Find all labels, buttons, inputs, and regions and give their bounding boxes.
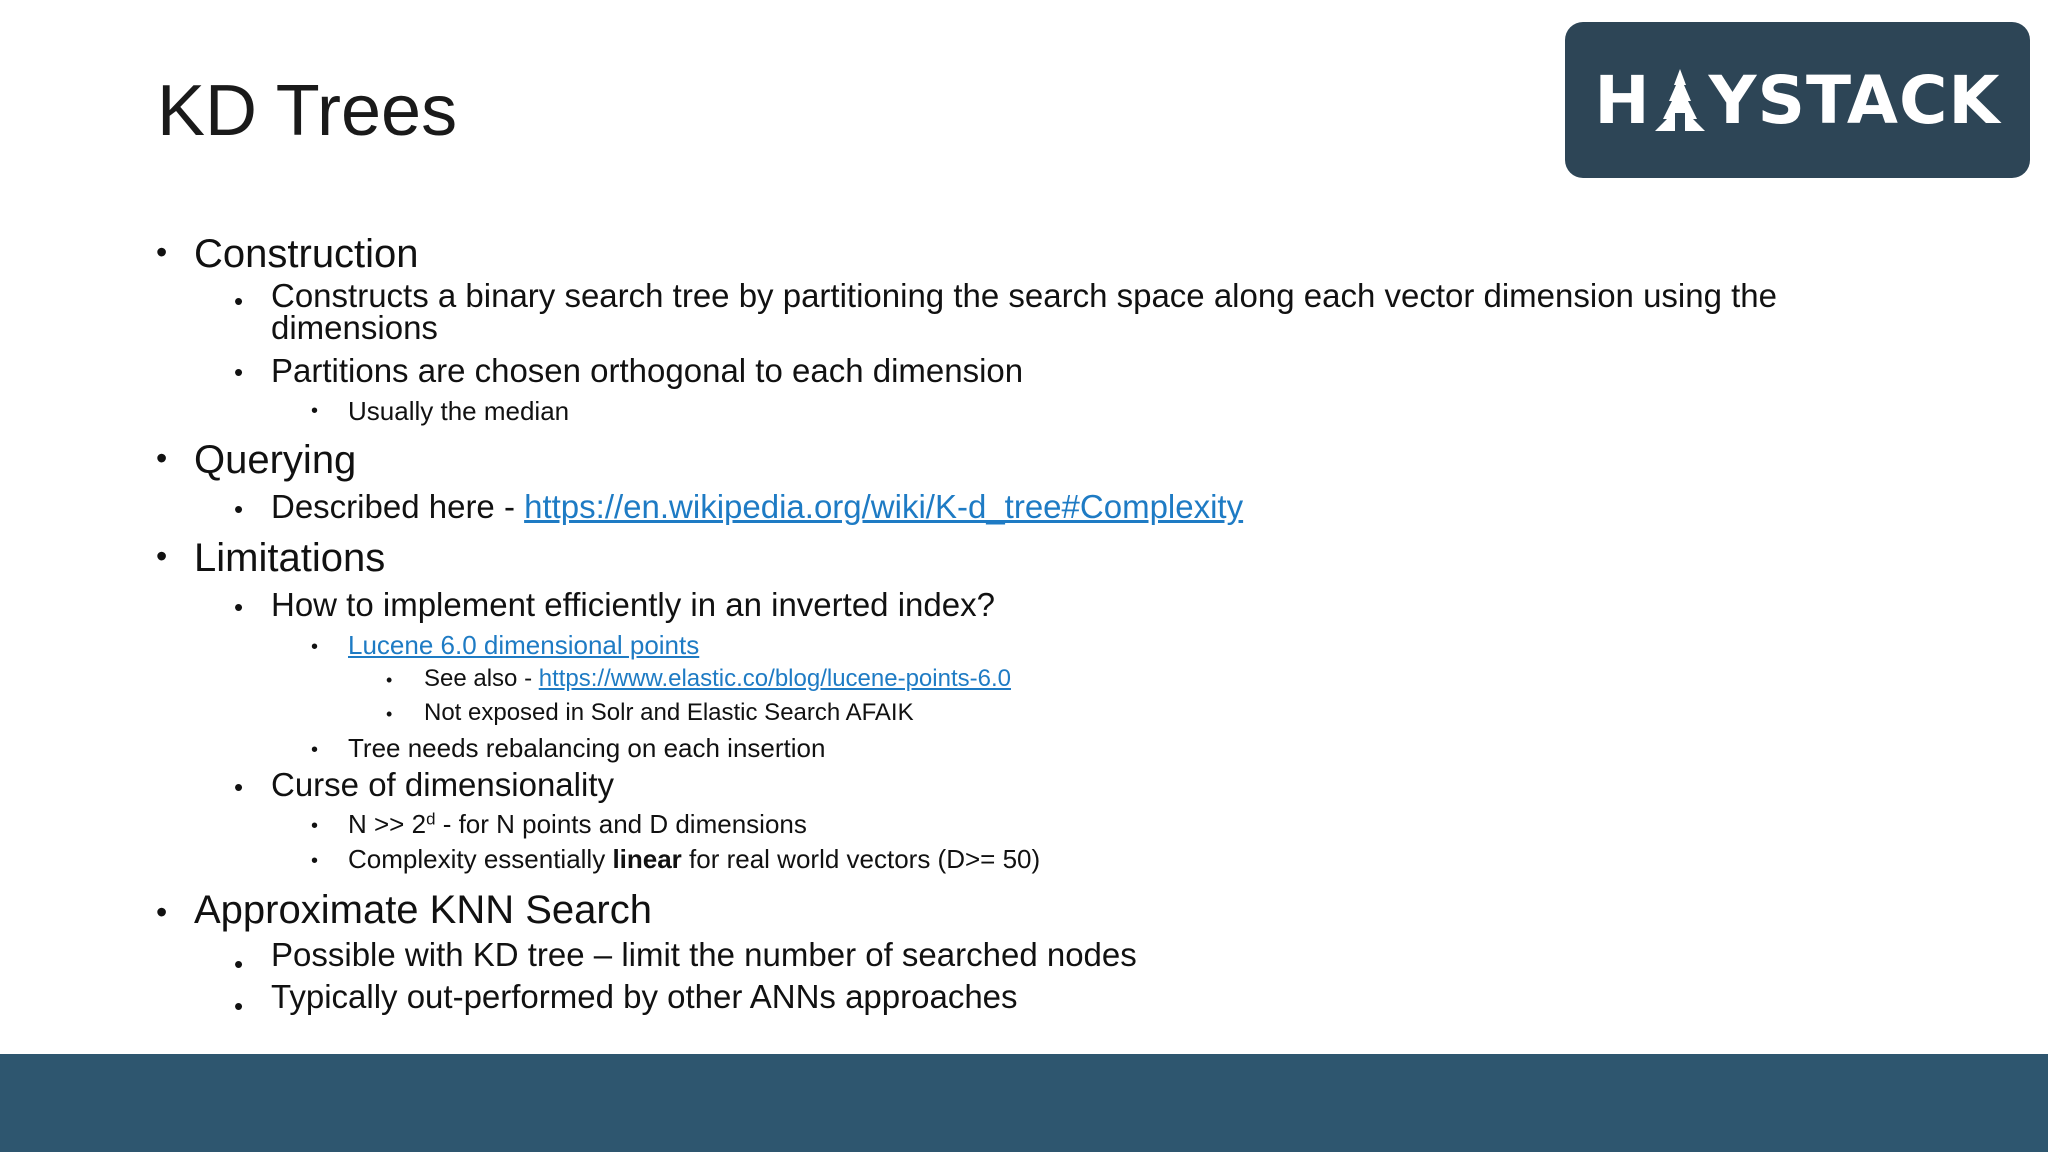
limitations-item-2-sub-2 — [348, 844, 1040, 875]
construction-item-1 — [271, 277, 1778, 346]
bullet-marker: • — [234, 286, 244, 316]
construction-item-1-line-1: Constructs a binary search tree by partitioning the search space along each vector dimension using the — [271, 277, 1778, 314]
lucene-dimensional-points-link[interactable]: Lucene 6.0 dimensional points — [348, 630, 700, 660]
bullet-marker: • — [234, 592, 244, 622]
superscript-d: d — [426, 809, 436, 829]
limitations-item-2: Curse of dimensionality — [271, 766, 614, 803]
slide-title: KD Trees — [157, 71, 458, 151]
limitations-item-1-sub-2: Tree needs rebalancing on each insertion — [348, 733, 826, 763]
heading-construction: Construction — [194, 232, 419, 276]
elastic-lucene-points-link[interactable]: https://www.elastic.co/blog/lucene-points-6.0 — [538, 665, 1011, 692]
heading-querying: Querying — [194, 438, 357, 482]
approximate-item-1: Possible with KD tree – limit the number of searched nodes — [271, 936, 1137, 973]
bullet-marker: • — [311, 400, 319, 422]
querying-item-1 — [271, 488, 1243, 526]
see-also-prefix: See also - — [424, 665, 539, 692]
bullet-marker: • — [156, 440, 168, 476]
haystack-logo — [1565, 22, 2030, 178]
complexity-prefix: Complexity essentially — [348, 844, 613, 874]
n-points-suffix: - for N points and D dimensions — [435, 809, 807, 839]
construction-item-2: Partitions are chosen orthogonal to each dimension — [271, 352, 1024, 389]
bullet-marker: • — [234, 949, 244, 979]
wikipedia-kd-tree-link[interactable]: https://en.wikipedia.org/wiki/K-d_tree#Complexity — [524, 488, 1244, 525]
bullet-marker: • — [311, 850, 319, 872]
querying-item-1-prefix: Described here - — [271, 488, 525, 525]
bullet-marker: • — [311, 815, 319, 837]
bullet-marker: • — [234, 991, 244, 1021]
limitations-item-1-sub-1-b: Not exposed in Solr and Elastic Search AFAIK — [424, 699, 914, 726]
bullet-marker: • — [156, 234, 168, 270]
construction-item-2-sub: Usually the median — [348, 396, 570, 426]
bullet-marker: • — [311, 636, 319, 658]
limitations-item-1: How to implement efficiently in an inverted index? — [271, 586, 995, 623]
limitations-item-1-sub-1 — [348, 630, 699, 661]
logo-wordmark — [1594, 62, 2000, 139]
approximate-item-2: Typically out-performed by other ANNs approaches — [271, 978, 1018, 1015]
bullet-marker: • — [156, 538, 168, 574]
bullet-marker: • — [234, 494, 244, 524]
n-much-greater-prefix: N >> 2 — [348, 809, 427, 839]
logo-text-h: H — [1594, 61, 1651, 139]
limitations-item-2-sub-1 — [348, 809, 807, 840]
footer-bar — [0, 1054, 2048, 1152]
logo-text-ystack: YSTACK — [1708, 61, 2001, 139]
bullet-marker: • — [311, 739, 319, 761]
construction-item-1-line-2: dimensions — [271, 309, 438, 346]
bullet-marker: • — [156, 894, 168, 930]
complexity-bold-linear: linear — [612, 844, 682, 874]
bullet-marker: • — [234, 772, 244, 802]
haystack-a-icon — [1653, 67, 1707, 133]
bullet-marker: • — [386, 670, 393, 690]
heading-limitations: Limitations — [194, 536, 386, 580]
complexity-suffix: for real world vectors (D>= 50) — [681, 844, 1041, 874]
limitations-item-1-sub-1-a — [424, 665, 1011, 693]
bullet-marker: • — [386, 704, 393, 724]
heading-approximate-knn: Approximate KNN Search — [194, 888, 652, 932]
bullet-marker: • — [234, 357, 244, 387]
